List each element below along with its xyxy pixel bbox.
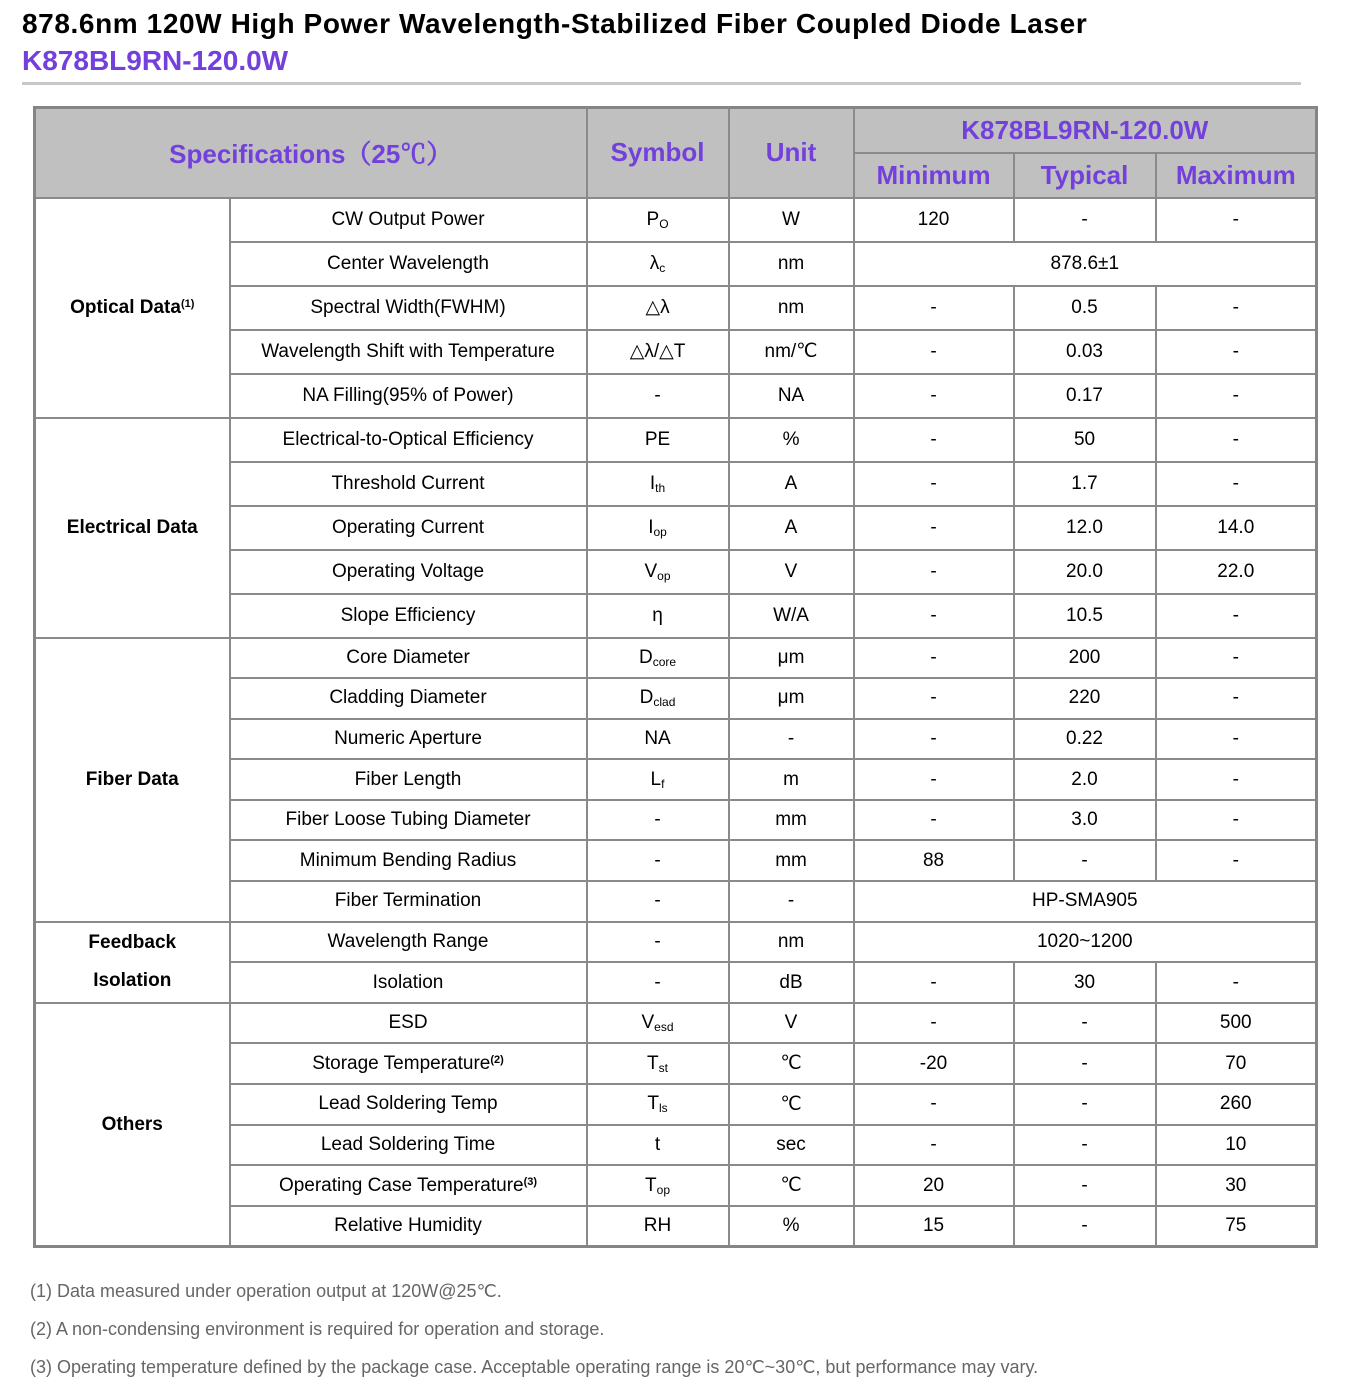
value-typ: 0.5 — [1014, 286, 1156, 330]
symbol-cell — [587, 550, 729, 594]
value-min: - — [854, 374, 1014, 418]
unit-cell: V — [729, 550, 854, 594]
value-max: 500 — [1156, 1003, 1317, 1044]
unit-cell: % — [729, 1206, 854, 1247]
param-cell — [230, 418, 587, 462]
symbol-subscript: esd — [654, 1020, 674, 1035]
param-cell — [230, 881, 587, 922]
unit-cell: ℃ — [729, 1165, 854, 1206]
unit-cell: - — [729, 881, 854, 922]
value-max: - — [1156, 594, 1317, 638]
value-min: - — [854, 719, 1014, 760]
symbol-cell — [587, 678, 729, 719]
value-max: 70 — [1156, 1043, 1317, 1084]
value-max: 14.0 — [1156, 506, 1317, 550]
param-name: ESD — [388, 1012, 428, 1034]
symbol: D — [638, 646, 653, 668]
value-min: - — [854, 759, 1014, 800]
param-name: Slope Efficiency — [340, 604, 476, 626]
unit-cell: μm — [729, 678, 854, 719]
unit-cell: V — [729, 1003, 854, 1044]
table-row — [35, 1003, 1317, 1044]
value-min: - — [854, 330, 1014, 374]
group-label-line2: Isolation — [93, 970, 172, 992]
symbol-cell — [587, 962, 729, 1003]
unit-cell: nm — [729, 922, 854, 963]
symbol-cell — [587, 1084, 729, 1125]
symbol-cell — [587, 242, 729, 286]
header-typical: Typical — [1014, 153, 1156, 198]
value-min: - — [854, 1084, 1014, 1125]
symbol-cell — [587, 286, 729, 330]
header-unit: Unit — [729, 108, 854, 198]
symbol: NA — [644, 727, 671, 749]
param-cell — [230, 286, 587, 330]
symbol: V — [644, 560, 658, 582]
value-max: - — [1156, 286, 1317, 330]
value-merged: HP-SMA905 — [854, 881, 1317, 922]
unit-cell: % — [729, 418, 854, 462]
group-label-line1: Feedback — [88, 932, 177, 954]
symbol-subscript: op — [653, 524, 667, 539]
param-name: Minimum Bending Radius — [299, 849, 517, 871]
param-cell — [230, 594, 587, 638]
unit-cell: μm — [729, 638, 854, 679]
group-electrical — [35, 418, 230, 638]
value-min: - — [854, 800, 1014, 841]
footnote-2: (2) A non-condensing environment is required for operation and storage. — [30, 1319, 605, 1339]
value-max: - — [1156, 962, 1317, 1003]
param-cell — [230, 719, 587, 760]
symbol-subscript: core — [652, 654, 677, 669]
param-cell — [230, 638, 587, 679]
value-max: - — [1156, 418, 1317, 462]
value-max: - — [1156, 840, 1317, 881]
value-typ: 2.0 — [1014, 759, 1156, 800]
header-maximum: Maximum — [1156, 153, 1317, 198]
unit-cell: nm — [729, 242, 854, 286]
symbol-cell — [587, 1043, 729, 1084]
symbol: △λ — [645, 297, 670, 318]
value-min: - — [854, 286, 1014, 330]
footnote-ref: (1) — [180, 297, 195, 310]
symbol: P — [646, 208, 660, 230]
model-subtitle: K878BL9RN-120.0W — [22, 45, 289, 76]
symbol: - — [654, 890, 661, 912]
value-min: - — [854, 678, 1014, 719]
param-cell — [230, 922, 587, 963]
group-label: Fiber Data — [85, 768, 179, 790]
unit-cell: m — [729, 759, 854, 800]
unit-cell: W/A — [729, 594, 854, 638]
param-name: Wavelength Shift with Temperature — [261, 340, 555, 362]
unit-cell: A — [729, 506, 854, 550]
value-typ: 50 — [1014, 418, 1156, 462]
value-max: 75 — [1156, 1206, 1317, 1247]
param-cell — [230, 1125, 587, 1166]
symbol-cell — [587, 330, 729, 374]
symbol-cell — [587, 1003, 729, 1044]
value-min: 88 — [854, 840, 1014, 881]
value-min: - — [854, 594, 1014, 638]
value-typ: 0.22 — [1014, 719, 1156, 760]
unit-cell: nm/℃ — [729, 330, 854, 374]
value-max: - — [1156, 638, 1317, 679]
symbol-subscript: op — [657, 568, 671, 583]
group-others — [35, 1003, 230, 1247]
param-cell — [230, 198, 587, 242]
symbol-cell — [587, 922, 729, 963]
symbol-cell — [587, 759, 729, 800]
symbol-subscript: op — [656, 1182, 670, 1197]
symbol: PE — [644, 428, 671, 450]
spec-table — [33, 106, 1318, 1248]
symbol-cell — [587, 506, 729, 550]
param-name: Lead Soldering Time — [320, 1133, 496, 1155]
header-minimum: Minimum — [854, 153, 1014, 198]
value-max: - — [1156, 800, 1317, 841]
symbol: λ — [649, 252, 660, 274]
value-typ: 30 — [1014, 962, 1156, 1003]
symbol: I — [649, 472, 656, 494]
symbol: - — [654, 930, 661, 952]
symbol: - — [654, 384, 661, 406]
symbol-cell — [587, 198, 729, 242]
group-optical — [35, 198, 230, 418]
param-cell — [230, 1206, 587, 1247]
symbol-cell — [587, 594, 729, 638]
param-name: Wavelength Range — [327, 930, 489, 952]
value-typ: - — [1014, 840, 1156, 881]
value-min: 120 — [854, 198, 1014, 242]
symbol-cell — [587, 881, 729, 922]
value-max: - — [1156, 330, 1317, 374]
symbol: η — [652, 604, 663, 626]
value-max: 10 — [1156, 1125, 1317, 1166]
param-cell — [230, 1084, 587, 1125]
symbol-cell — [587, 418, 729, 462]
unit-cell: mm — [729, 840, 854, 881]
param-name: Electrical-to-Optical Efficiency — [282, 428, 534, 450]
symbol-subscript: f — [661, 776, 665, 791]
value-typ: 3.0 — [1014, 800, 1156, 841]
symbol-cell — [587, 840, 729, 881]
value-typ: 12.0 — [1014, 506, 1156, 550]
value-typ: 10.5 — [1014, 594, 1156, 638]
param-name: Threshold Current — [331, 472, 485, 494]
symbol: T — [645, 1174, 657, 1196]
unit-cell: - — [729, 719, 854, 760]
value-typ: - — [1014, 1043, 1156, 1084]
group-fiber — [35, 638, 230, 922]
param-cell — [230, 678, 587, 719]
value-max: - — [1156, 678, 1317, 719]
param-name: Operating Case Temperature — [278, 1174, 524, 1196]
param-cell — [230, 550, 587, 594]
symbol: △λ/△T — [629, 341, 686, 362]
symbol: L — [650, 768, 662, 790]
symbol: - — [654, 971, 661, 993]
param-cell — [230, 800, 587, 841]
param-name: Operating Voltage — [331, 560, 485, 582]
header-specifications: Specifications（25℃） — [35, 108, 587, 198]
unit-cell: ℃ — [729, 1043, 854, 1084]
value-min: - — [854, 638, 1014, 679]
param-cell — [230, 242, 587, 286]
value-min: - — [854, 506, 1014, 550]
page-title: 878.6nm 120W High Power Wavelength-Stabilized Fiber Coupled Diode Laser — [22, 8, 1088, 39]
symbol: RH — [643, 1215, 672, 1237]
param-name: Numeric Aperture — [334, 727, 482, 749]
value-typ: - — [1014, 1003, 1156, 1044]
value-typ: - — [1014, 1206, 1156, 1247]
param-name: CW Output Power — [331, 208, 485, 230]
symbol-cell — [587, 719, 729, 760]
value-max: - — [1156, 374, 1317, 418]
symbol: V — [641, 1012, 655, 1034]
group-feedback — [35, 922, 230, 1003]
footnote-ref: (3) — [523, 1175, 538, 1188]
param-cell — [230, 759, 587, 800]
footnote-ref: (2) — [490, 1053, 504, 1066]
value-typ: 220 — [1014, 678, 1156, 719]
param-name: Spectral Width(FWHM) — [310, 296, 506, 318]
param-cell — [230, 462, 587, 506]
header-symbol: Symbol — [587, 108, 729, 198]
value-max: 30 — [1156, 1165, 1317, 1206]
unit-cell: sec — [729, 1125, 854, 1166]
param-cell — [230, 506, 587, 550]
param-name: Relative Humidity — [334, 1215, 482, 1237]
value-max: - — [1156, 198, 1317, 242]
param-name: Lead Soldering Temp — [318, 1093, 498, 1115]
footnotes — [30, 1279, 1038, 1393]
value-typ: 1.7 — [1014, 462, 1156, 506]
table-row — [35, 418, 1317, 462]
value-merged: 1020~1200 — [854, 922, 1317, 963]
param-name: Storage Temperature — [312, 1052, 491, 1074]
value-min: 20 — [854, 1165, 1014, 1206]
symbol: T — [647, 1093, 659, 1115]
param-cell — [230, 374, 587, 418]
value-typ: 200 — [1014, 638, 1156, 679]
value-min: - — [854, 462, 1014, 506]
param-cell — [230, 840, 587, 881]
unit-cell: nm — [729, 286, 854, 330]
symbol-subscript: st — [658, 1060, 668, 1075]
symbol-subscript: ls — [658, 1101, 668, 1116]
value-merged: 878.6±1 — [854, 242, 1317, 286]
table-row — [35, 198, 1317, 242]
unit-cell: NA — [729, 374, 854, 418]
symbol-subscript: clad — [653, 695, 676, 710]
unit-cell: A — [729, 462, 854, 506]
symbol: t — [654, 1133, 661, 1155]
symbol-subscript: O — [659, 216, 669, 231]
unit-cell: ℃ — [729, 1084, 854, 1125]
table-row — [35, 922, 1317, 963]
group-label: Others — [101, 1113, 163, 1135]
symbol-cell — [587, 462, 729, 506]
value-min: - — [854, 1125, 1014, 1166]
value-max: - — [1156, 759, 1317, 800]
table-row — [35, 638, 1317, 679]
param-name: Core Diameter — [346, 646, 470, 668]
title-divider — [22, 82, 1301, 85]
param-name: Fiber Loose Tubing Diameter — [285, 809, 531, 831]
value-max: 260 — [1156, 1084, 1317, 1125]
param-cell — [230, 330, 587, 374]
header-model: K878BL9RN-120.0W — [854, 108, 1317, 153]
value-max: - — [1156, 719, 1317, 760]
symbol-cell — [587, 1125, 729, 1166]
value-min: - — [854, 550, 1014, 594]
symbol-cell — [587, 638, 729, 679]
symbol-subscript: th — [655, 480, 666, 495]
symbol-cell — [587, 800, 729, 841]
param-cell — [230, 1043, 587, 1084]
value-min: - — [854, 1003, 1014, 1044]
param-name: Isolation — [372, 971, 444, 993]
param-cell — [230, 1003, 587, 1044]
param-name: Center Wavelength — [327, 252, 489, 274]
group-label: Optical Data — [70, 296, 181, 318]
value-min: -20 — [854, 1043, 1014, 1084]
symbol: - — [654, 849, 661, 871]
param-cell — [230, 962, 587, 1003]
symbol-cell — [587, 374, 729, 418]
symbol-subscript: c — [659, 260, 666, 275]
value-min: - — [854, 962, 1014, 1003]
symbol-cell — [587, 1206, 729, 1247]
param-name: Fiber Termination — [334, 890, 482, 912]
value-min: - — [854, 418, 1014, 462]
unit-cell: dB — [729, 962, 854, 1003]
symbol: D — [639, 687, 654, 709]
value-typ: - — [1014, 1084, 1156, 1125]
param-cell — [230, 1165, 587, 1206]
param-name: NA Filling(95% of Power) — [302, 384, 514, 406]
value-typ: - — [1014, 1125, 1156, 1166]
symbol: T — [647, 1052, 659, 1074]
footnote-3: (3) Operating temperature defined by the package case. Acceptable operating range is 20℃~30℃, but performance may vary. — [30, 1357, 1039, 1377]
unit-cell: mm — [729, 800, 854, 841]
group-label: Electrical Data — [66, 516, 198, 538]
value-typ: 0.17 — [1014, 374, 1156, 418]
symbol: I — [648, 516, 654, 538]
value-typ: - — [1014, 198, 1156, 242]
value-typ: - — [1014, 1165, 1156, 1206]
value-typ: 0.03 — [1014, 330, 1156, 374]
symbol-cell — [587, 1165, 729, 1206]
value-min: 15 — [854, 1206, 1014, 1247]
footnote-1: (1) Data measured under operation output at 120W@25℃. — [30, 1281, 502, 1301]
value-typ: 20.0 — [1014, 550, 1156, 594]
param-name: Operating Current — [331, 516, 485, 538]
value-max: - — [1156, 462, 1317, 506]
param-name: Fiber Length — [354, 768, 462, 790]
unit-cell: W — [729, 198, 854, 242]
symbol: - — [654, 809, 661, 831]
param-name: Cladding Diameter — [329, 687, 487, 709]
value-max: 22.0 — [1156, 550, 1317, 594]
